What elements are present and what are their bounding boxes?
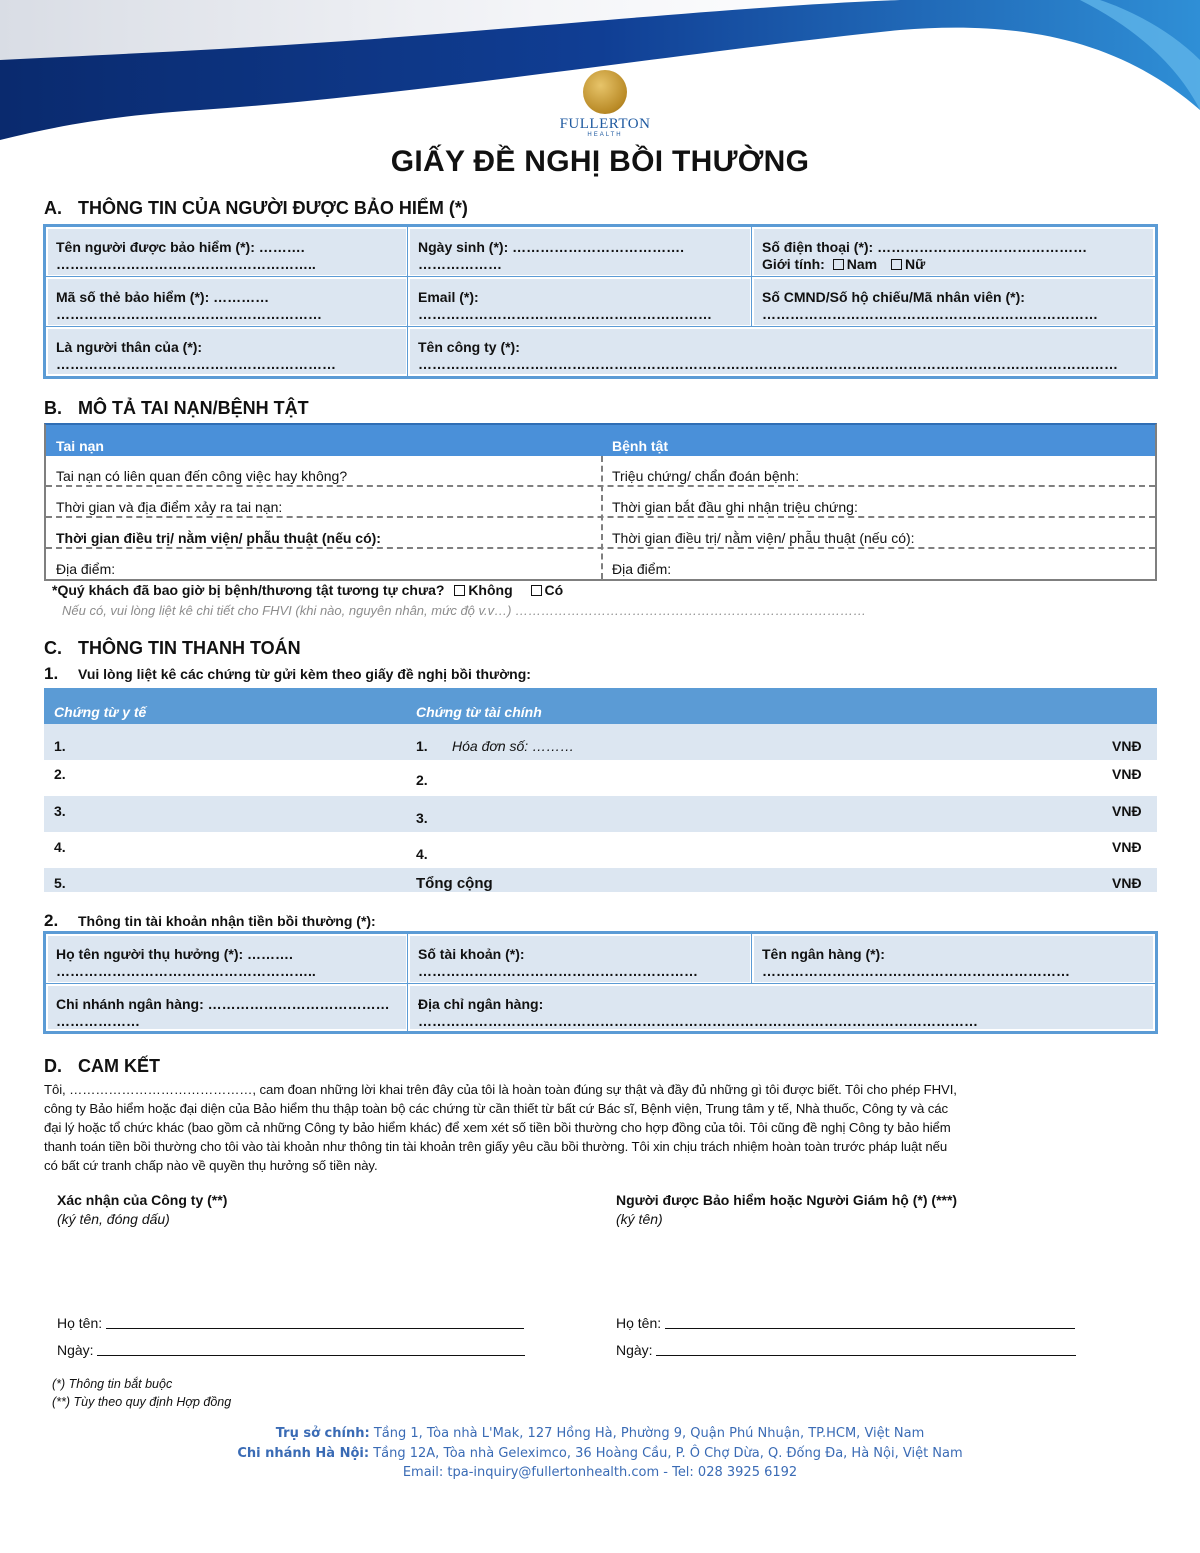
field-label: Số tài khoản (*): [418, 946, 525, 962]
bank-address-field[interactable] [408, 984, 1155, 1031]
table-row[interactable] [44, 724, 1157, 760]
field-dots: ………………………………………………………… [762, 963, 1070, 979]
date-label: Ngày: [57, 1342, 94, 1358]
sub-title: Vui lòng liệt kê các chứng từ gửi kèm theo giấy đề nghị bồi thường: [78, 666, 531, 682]
account-number-field[interactable] [408, 934, 752, 984]
medical-item: 2. [54, 766, 66, 782]
field-dots: …………………………………………………… [56, 356, 336, 372]
insured-date-line[interactable] [616, 1342, 1076, 1358]
incident-table-header [46, 425, 1155, 456]
gender-label: Giới tính: [762, 256, 825, 272]
email-label: Email: [402, 1465, 444, 1480]
field-label: Email (*): [418, 289, 479, 305]
row-label: Thời gian điều trị/ nằm viện/ phẫu thuật (nếu có): [612, 530, 915, 546]
field-dots: ……………………………………………….. [56, 963, 316, 979]
incident-table [44, 423, 1157, 581]
field-label: Ngày sinh (*): ………………………………. [418, 239, 685, 255]
insured-confirm-label: Người được Bảo hiểm hoặc Người Giám hộ (*) (***) [616, 1192, 958, 1208]
field-dots: …………………………………………………… [418, 963, 698, 979]
field-label: Mã số thẻ bảo hiểm (*): ………… [56, 289, 270, 305]
detail-instruction[interactable]: Nếu có, vui lòng liệt kê chi tiết cho FHVI (khi nào, nguyên nhân, mức độ v.v…) ……………………………………………………………………… [62, 603, 867, 618]
commitment-line: công ty Bảo hiểm hoặc đại diện của Bảo hiểm thu thập toàn bộ các chứng từ cần thiết từ bất cứ Bác sĩ, Bệnh viện, Trung tâm y tế, Nhà thuốc, Công ty và các [44, 1101, 948, 1116]
section-title: MÔ TẢ TAI NẠN/BỆNH TẬT [78, 398, 309, 418]
commitment-line: thanh toán tiền bồi thường cho tôi vào tài khoản như thông tin tài khoản trên giấy yêu cầu bồi thường. Tôi xin chịu trách nhiệm hoàn toàn trước pháp luật nếu [44, 1139, 948, 1154]
currency-label: VNĐ [1112, 738, 1142, 754]
logo-sub: HEALTH [587, 132, 623, 138]
field-dots: ……………… [56, 1013, 140, 1029]
logo-name: FULLERTON [559, 116, 651, 132]
field-dots: ……………………………………………………………… [762, 306, 1098, 322]
similar-illness-question [52, 582, 563, 598]
insured-info-table [43, 224, 1158, 379]
row-label: Thời gian bắt đầu ghi nhận triệu chứng: [612, 499, 858, 515]
contact-info[interactable]: tpa-inquiry@fullertonhealth.com - Tel: 028 3925 6192 [447, 1465, 798, 1480]
signature-line [106, 1317, 524, 1329]
hanoi-address: Tầng 12A, Tòa nhà Geleximco, 36 Hoàng Cầu, P. Ô Chợ Dừa, Q. Đống Đa, Hà Nội, Việt Nam [373, 1446, 963, 1461]
commitment-line: đại lý hoặc tổ chức khác (bao gồm cả những Công ty bảo hiểm khác) để xem xét số tiền bồi thường cho hợp đồng của tôi. Tôi cũng đề nghị Công ty bảo hiểm [44, 1120, 951, 1135]
section-d-heading [44, 1056, 160, 1077]
column-divider [601, 456, 603, 579]
col-illness: Bệnh tật [612, 438, 668, 454]
email-field[interactable] [408, 277, 752, 327]
row-label: Thời gian và địa điểm xảy ra tai nạn: [56, 499, 283, 515]
name-label: Họ tên: [616, 1315, 662, 1331]
invoice-number: Hóa đơn số: ……… [452, 738, 575, 754]
signature-line [97, 1344, 525, 1356]
row-label: Địa điểm: [56, 561, 116, 577]
sub-number: 1. [44, 664, 59, 683]
relative-of-field[interactable] [46, 327, 408, 376]
row-label: Triệu chứng/ chẩn đoán bệnh: [612, 468, 800, 484]
col-accident: Tai nạn [56, 438, 104, 454]
hanoi-label: Chi nhánh Hà Nội: [237, 1446, 370, 1461]
col-financial: Chứng từ tài chính [416, 704, 542, 720]
yes-checkbox[interactable] [531, 585, 542, 596]
total-label: Tổng cộng [416, 875, 493, 892]
field-dots: …………………………………………………………………………………………………………………………………… [418, 356, 1118, 372]
insured-sign-note: (ký tên) [616, 1211, 663, 1227]
question-text: *Quý khách đã bao giờ bị bệnh/thương tật tương tự chưa? [52, 582, 445, 598]
signature-line [665, 1317, 1075, 1329]
field-dots: ……………… [418, 256, 502, 272]
hq-address: Tầng 1, Tòa nhà L'Mak, 127 Hồng Hà, Phường 9, Quận Phú Nhuận, TP.HCM, Việt Nam [373, 1426, 925, 1441]
currency-label: VNĐ [1112, 875, 1142, 891]
field-label: Tên người được bảo hiểm (*): ………. [56, 239, 305, 255]
male-label: Nam [846, 256, 878, 272]
name-label: Họ tên: [57, 1315, 103, 1331]
female-checkbox[interactable] [891, 259, 902, 270]
commitment-paragraph [44, 1080, 1159, 1175]
table-row[interactable] [44, 796, 1157, 832]
company-name-line[interactable] [57, 1315, 524, 1331]
financial-item: 4. [416, 846, 428, 862]
yes-label: Có [544, 582, 564, 598]
documents-instruction [44, 664, 531, 684]
field-label: Địa chỉ ngân hàng: [418, 996, 544, 1012]
table-row[interactable] [44, 760, 1157, 796]
footer-hq [0, 1426, 1200, 1441]
field-label: Tên ngân hàng (*): [762, 946, 885, 962]
bank-account-instruction [44, 911, 376, 931]
section-title: THÔNG TIN CỦA NGƯỜI ĐƯỢC BẢO HIỂM (*) [78, 198, 468, 218]
row-label: Địa điểm: [612, 561, 672, 577]
bank-name-field[interactable] [752, 934, 1155, 984]
medical-item: 5. [54, 875, 66, 891]
field-label: Số CMND/Số hộ chiếu/Mã nhân viên (*): [762, 289, 1025, 305]
section-b-heading [44, 398, 309, 419]
field-label: Là người thân của (*): [56, 339, 203, 355]
company-sign-note: (ký tên, đóng dấu) [57, 1211, 170, 1227]
footer-contact [0, 1465, 1200, 1480]
table-row[interactable] [44, 868, 1157, 892]
signature-line [656, 1344, 1076, 1356]
currency-label: VNĐ [1112, 839, 1142, 855]
phone-field[interactable] [752, 227, 1155, 277]
beneficiary-field[interactable] [46, 934, 408, 984]
no-label: Không [468, 582, 513, 598]
bank-info-table [43, 931, 1158, 1034]
lion-logo-icon [583, 70, 627, 114]
note-contract: (**) Tùy theo quy định Hợp đồng [52, 1395, 232, 1409]
field-label: Họ tên người thụ hưởng (*): ………. [56, 946, 293, 962]
section-letter: B. [44, 398, 62, 418]
row-label: Tai nạn có liên quan đến công việc hay không? [56, 468, 348, 484]
financial-item: 2. [416, 772, 428, 788]
section-title: THÔNG TIN THANH TOÁN [78, 638, 301, 658]
field-dots: ……………………………………………………… [418, 306, 712, 322]
row-label: Thời gian điều trị/ nằm viện/ phẫu thuật (nếu có): [56, 530, 381, 546]
col-medical: Chứng từ y tế [54, 704, 147, 720]
commitment-line: có bất cứ tranh chấp nào về quyền thụ hưởng số tiền này. [44, 1158, 378, 1173]
medical-item: 1. [54, 738, 66, 754]
section-letter: A. [44, 198, 62, 218]
no-checkbox[interactable] [454, 585, 465, 596]
section-letter: D. [44, 1056, 62, 1076]
medical-item: 3. [54, 803, 66, 819]
male-checkbox[interactable] [833, 259, 844, 270]
section-title: CAM KẾT [78, 1056, 160, 1076]
section-c-heading [44, 638, 301, 659]
financial-item: 3. [416, 810, 428, 826]
insured-name-field[interactable] [46, 227, 408, 277]
card-number-field[interactable] [46, 277, 408, 327]
bank-branch-field[interactable] [46, 984, 408, 1031]
hq-label: Trụ sở chính: [275, 1426, 370, 1441]
table-row[interactable] [44, 832, 1157, 868]
gender-row [762, 256, 1145, 273]
date-label: Ngày: [616, 1342, 653, 1358]
dob-field[interactable] [408, 227, 752, 277]
field-dots: ………………………………………………… [56, 306, 322, 322]
id-number-field[interactable] [752, 277, 1155, 327]
company-date-line[interactable] [57, 1342, 525, 1358]
currency-label: VNĐ [1112, 803, 1142, 819]
footer-hanoi [0, 1446, 1200, 1461]
section-letter: C. [44, 638, 62, 658]
company-field[interactable] [408, 327, 1155, 376]
company-confirm-label: Xác nhận của Công ty (**) [57, 1192, 228, 1208]
female-label: Nữ [904, 256, 926, 272]
field-dots: ……………………………………………….. [56, 256, 316, 272]
sub-title: Thông tin tài khoản nhận tiền bồi thường (*): [78, 913, 376, 929]
field-dots: ………………………………………………………………………………………………………… [418, 1013, 978, 1029]
field-label: Tên công ty (*): [418, 339, 520, 355]
currency-label: VNĐ [1112, 766, 1142, 782]
field-label: Chi nhánh ngân hàng: ………………………………… [56, 996, 390, 1012]
company-logo [540, 70, 670, 138]
note-required: (*) Thông tin bắt buộc [52, 1377, 173, 1391]
sub-number: 2. [44, 911, 59, 930]
insured-name-line[interactable] [616, 1315, 1075, 1331]
financial-item: 1. [416, 738, 428, 754]
field-label: Số điện thoại (*): ……………………………………… [762, 239, 1088, 255]
page-title: GIẤY ĐỀ NGHỊ BỒI THƯỜNG [390, 145, 810, 178]
section-a-heading [44, 198, 468, 219]
medical-item: 4. [54, 839, 66, 855]
documents-table-header [44, 688, 1157, 724]
commitment-line: Tôi, ……………………………………, cam đoan những lời khai trên đây của tôi là hoàn toàn đúng sự thật và đầy đủ những gì tôi được biết. Tôi cho phép FHVI, [44, 1082, 957, 1097]
